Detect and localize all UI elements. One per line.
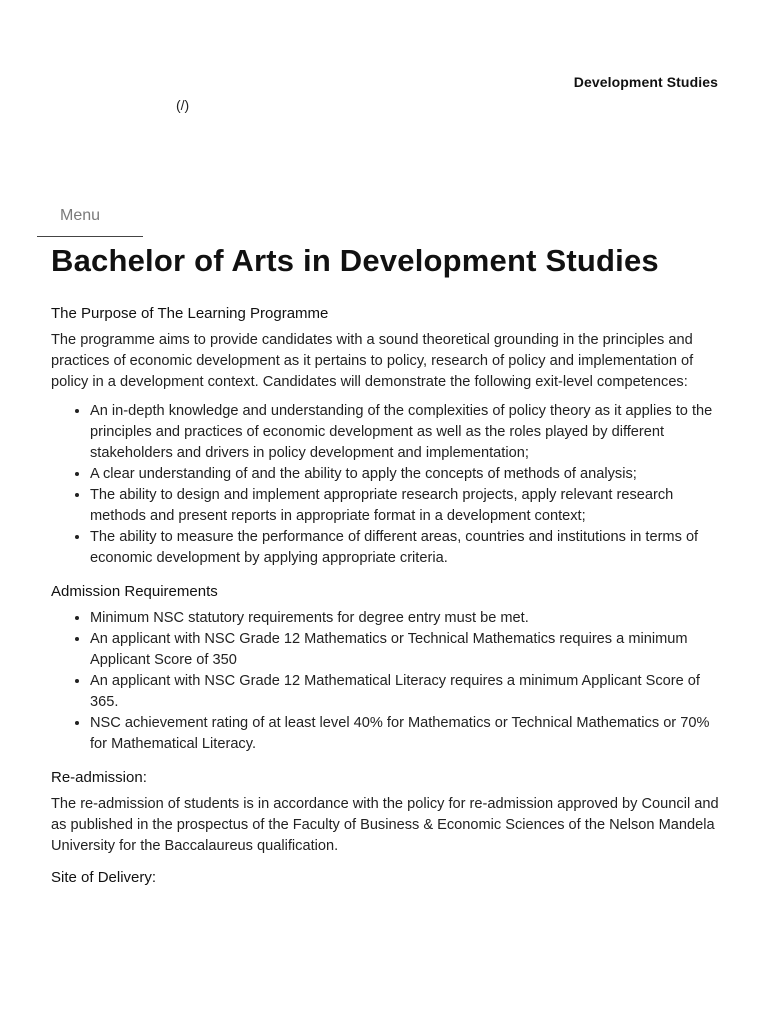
list-item: • An applicant with NSC Grade 12 Mathematics or Technical Mathematics requires a minimum Applicant Score of 350 [90,629,721,671]
admission-list [51,608,721,755]
readmission-heading: Re-admission: [51,769,147,786]
site-header [0,0,768,200]
list-item: • An applicant with NSC Grade 12 Mathematical Literacy requires a minimum Applicant Score of 365. [90,671,721,713]
list-item: • An in-depth knowledge and understanding of the complexities of policy theory as it applies to the principles and practices of economic development as well as the roles played by different stakeholders and drivers in policy development and implementation; [90,401,721,464]
site-title[interactable]: Development Studies [573,74,718,90]
purpose-heading: The Purpose of The Learning Programme [51,305,329,322]
purpose-intro: The programme aims to provide candidates with a sound theoretical grounding in the principles and practices of economic development as it pertains to policy, research of policy and implementation of policy in a development context. Candidates will demonstrate the following exit-level competences: [51,332,694,390]
list-item: • NSC achievement rating of at least level 40% for Mathematics or Technical Mathematics or 70% for Mathematical Literacy. [90,713,721,755]
menu-toggle-button[interactable] [37,205,143,237]
menu-label: Menu [60,207,101,224]
purpose-list [51,401,721,569]
list-item: • Minimum NSC statutory requirements for degree entry must be met. [90,608,721,629]
list-item: • A clear understanding of and the ability to apply the concepts of methods of analysis; [90,464,721,485]
page-title: Bachelor of Arts in Development Studies [51,243,659,278]
delivery-heading: Site of Delivery: [51,869,157,886]
main-content [51,240,721,894]
list-item: • The ability to design and implement appropriate research projects, apply relevant research methods and present reports in appropriate format in a development context; [90,485,721,527]
readmission-text: The re-admission of students is in accordance with the policy for re-admission approved by Council and as published in the prospectus of the Faculty of Business & Economic Sciences of the Nelson Mandela University for the Baccalaureus qualification. [51,796,719,854]
admission-heading: Admission Requirements [51,583,218,600]
list-item: • The ability to measure the performance of different areas, countries and institutions in terms of economic development by applying appropriate criteria. [90,527,721,569]
home-link[interactable]: (/) [176,97,190,113]
